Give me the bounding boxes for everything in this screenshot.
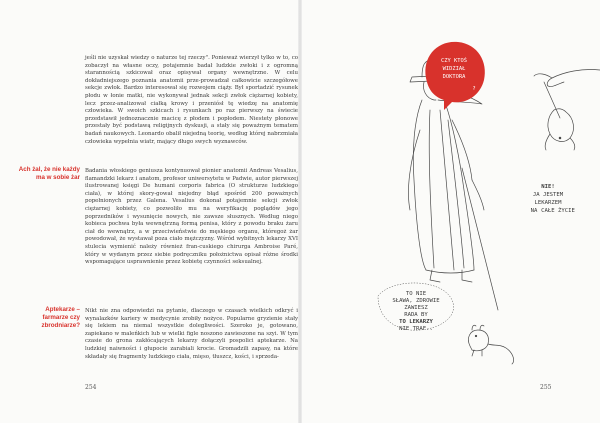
paragraph: Nikt nie zna odpowiedzi na pytanie, dlaczego w czasach wielkich odkryć i wynalazków kariery w medycynie zrobiły nożyce. Popularne gryzienie stały się lekiem na niemal wszystkie dolegliwości. Szeroko je, gotowano, zapiekano w maleńkich lub w wielki figle noszono zawieszone na szyi. W tym czasie do grona zakłócających lekarzy dołączyli pospolici aptekarze. Na ludzkiej naiwności i głupocie zarabiali krocie. Gromadzili zapasy, na które składały się fragmenty ludzkiego ciała, mięso, tłuszcz, kości, i sprzeda-	[85, 308, 298, 360]
note-line: RADA BY	[404, 312, 428, 318]
speech-bubble-icon	[378, 283, 454, 332]
page-number: 255	[540, 384, 552, 391]
note-line: TO NIE	[405, 291, 427, 297]
handwritten-note	[531, 184, 576, 214]
bubble-line: ?	[472, 86, 476, 92]
note-line: JA JESTEM	[532, 192, 564, 198]
body-text-column	[85, 308, 298, 361]
side-note-heading: Aptekarze – farmarze czy zbrodniarze?	[41, 306, 80, 329]
paragraph: Badania włoskiego geniusza kontynuował pionier anatomii Andreas Vesalius, flamandzki lekarz i anatom, profesor uniwersytetu w Padwie, autor pierwszej ilustrowanej księgi De humani corporis fabrica (O strukturze ludzkiego ciała), w której skory-gował niejedny błąd spośród 200 poważnych popełnionych przez Galena. Vesalius dokonał potajemnie sekcji zwłok ciężarnej kobiety, co pozwoliło mu na weryfikację poglądów jego poprzedników i wysunięcie nowych, nie zawsze słusznych. Według niego kobieca pochwa była wewnętrzną formą penisa, który z powodu braku żaru ciał do wewnątrz, a w przeciwieństwie do męskiego organu, któregoż żar powodował, że wystawał poza ciało mężczyzny. Wśród wybitnych lekarzy XVI stulecia wymienić należy również fran-cuskiego chirurga Ambroise Paré, który w wydanym przez siebie podręczniku położnictwa opisał różne środki wspomagające usprawnienie przez kobietę czynności seksualnej.	[85, 168, 298, 266]
note-line: LEKARZEM	[534, 200, 562, 206]
note-line: TO LEKARZY	[399, 319, 433, 325]
hand-holding-rat-icon	[534, 69, 600, 150]
note-line: SŁAWA, ZDROWIE	[392, 298, 440, 304]
rat-icon	[468, 325, 513, 364]
page-number: 254	[85, 384, 97, 391]
bubble-line: WIDZIAŁ	[442, 66, 466, 72]
plague-doctor-illustration	[302, 0, 600, 423]
paragraph: jeśli nie uzyskał wiedzy o naturze tej rzeczy". Ponieważ wierzył tylko w to, co zobaczył na własne oczy, potajemnie badał ludzkie zwłoki i z ogromną starannością szkicował oraz opisywał organy wewnętrzne. W celu dokładniejszego poznania anatomii prze-prowadzał całkowicie szczegółowe sekcje zwłok. Bardzo interesował się rozwojem ciąży. Był sportadzić rysunek płodu w łonie matki, nie wykonywał jednak sekcji zwłok ciężarnej kobiety, lecz przez-analizował ciałką krowy i przeniósł tę wiedzę na anatomię człowieka. W swoich szkicach i rysunkach po raz pierwszy na świecie przedstawił jednoznacznie macicę z płodem i popłodem. Niestety płonowe przestały być podstawą religijnych dyskusji, a stały się poważnym tematem badań naukowych. Leonardo obalił niejedną teorię, według której nabrzmiała człowieka wypełnia wiatr, mający długo swych wyznawców.	[85, 55, 298, 145]
note-line: NIE!	[541, 184, 555, 190]
body-text-column	[85, 55, 298, 146]
body-text-column	[85, 168, 298, 267]
note-line: ZAWIESZ	[404, 305, 428, 311]
side-note-heading: Ach żal, że nie każdy ma w sobie żar	[18, 166, 80, 181]
bubble-line: CZY KTOŚ	[441, 58, 467, 64]
note-line: NA	[530, 208, 538, 214]
note-line: NIE TRAF..	[399, 326, 433, 332]
bubble-line: DOKTORA	[442, 74, 466, 80]
note-line: CAŁE ŻYCIE	[541, 208, 575, 214]
